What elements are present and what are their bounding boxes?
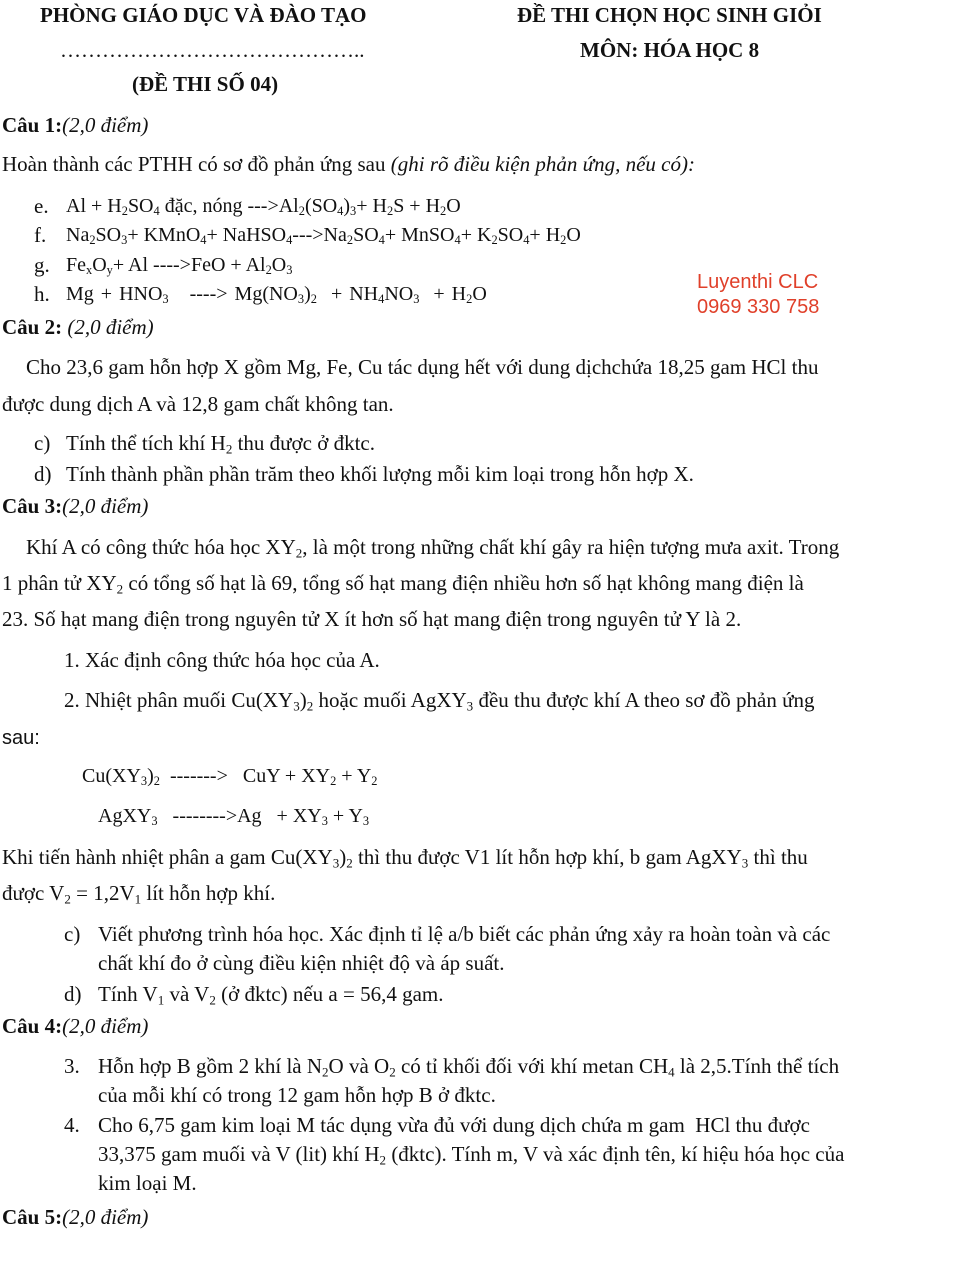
q1-letter-h: h.	[34, 282, 50, 306]
watermark-line-2: 0969 330 758	[697, 296, 820, 318]
watermark	[697, 270, 819, 320]
q2-item-c: Tính thể tích khí $H_2$ thu được ở đktc.	[66, 431, 375, 457]
q3-paragraph-line-2: 1 phân tử $XY_2$ có tổng số hạt là 69, tổng số hạt mang điện nhiều hơn số hạt không mang điện là	[2, 571, 804, 597]
q4-item-3-line-1: Hỗn hợp B gồm 2 khí là $N_2O$ và $O_2$ có tỉ khối đối với khí metan $CH_4$ là 2,5.Tính thể tích	[98, 1054, 840, 1080]
q1-intro-text: Hoàn thành các PTHH có sơ đồ phản ứng sau	[2, 152, 391, 176]
q3-item-c-line-1: Viết phương trình hóa học. Xác định tỉ lệ a/b biết các phản ứng xảy ra hoàn toàn và các	[98, 922, 831, 946]
q3-item-1: 1. Xác định công thức hóa học của A.	[64, 648, 380, 672]
q4-item-4-line-2: 33,375 gam muối và V (lit) khí $H_2$ (đktc). Tính m, V và xác định tên, kí hiệu hóa học của	[98, 1142, 845, 1168]
q4-item-4-line-2-tail: (đktc). Tính m, V và xác định tên, kí hiệu hóa học của	[391, 1142, 845, 1166]
q1-label: Câu 1:	[2, 113, 63, 137]
q3-paragraph-line-1: Khí A có công thức hóa học $XY_2$, là một trong những chất khí gây ra hiện tượng mưa axit. Trong	[26, 535, 840, 561]
q5-heading	[2, 1205, 148, 1230]
exam-number: (ĐỀ THI SỐ 04)	[132, 72, 279, 96]
q1-intro-note: (ghi rõ điều kiện phản ứng, nếu có):	[390, 152, 695, 176]
q2-item-c-label: c)	[34, 431, 51, 455]
q3-paragraph-line-3: 23. Số hạt mang điện trong nguyên tử X ít hơn số hạt mang điện trong nguyên tử Y là 2.	[2, 607, 742, 631]
q3-item-d-label: d)	[64, 982, 82, 1006]
q2-label: Câu 2:	[2, 315, 63, 339]
q5-label: Câu 5:	[2, 1205, 63, 1229]
q4-item-3-line-2: của mỗi khí có trong 12 gam hỗn hợp B ở đktc.	[98, 1083, 496, 1107]
q2-item-d-label: d)	[34, 462, 52, 486]
q5-points: (2,0 điểm)	[62, 1205, 149, 1229]
exam-title: ĐỀ THI CHỌN HỌC SINH GIỎI	[517, 3, 822, 27]
q3-label: Câu 3:	[2, 494, 63, 518]
q1-equation-h: $Mg + HNO_3$ ----> $Mg(NO_3)_2 + NH_4NO_3 + H_2O$	[66, 283, 487, 307]
q4-item-4-line-1: Cho 6,75 gam kim loại M tác dụng vừa đủ với dung dịch chứa m gam HCl thu được	[98, 1113, 810, 1137]
q3-paragraph-line-4: Khi tiến hành nhiệt phân a gam $Cu(XY_3)_2$ thì thu được V1 lít hỗn hợp khí, b gam AgXY$_3$ thì thu	[2, 845, 808, 871]
q2-heading	[2, 315, 154, 340]
q3-paragraph-line-5: được $V_2 = 1,2V_1$ lít hỗn hợp khí.	[2, 881, 276, 907]
q2-paragraph-line-1: Cho 23,6 gam hỗn hợp X gồm Mg, Fe, Cu tác dụng hết với dung dịchchứa 18,25 gam HCl thu	[26, 355, 819, 379]
q1-letter-e: e.	[34, 194, 49, 218]
q4-item-4-line-3: kim loại M.	[98, 1171, 197, 1195]
q3-item-2-line-1: 2. Nhiệt phân muối $Cu(XY_3)_2$ hoặc muối AgXY$_3$ đều thu được khí A theo sơ đồ phản ứng	[64, 688, 815, 714]
department-name: PHÒNG GIÁO DỤC VÀ ĐÀO TẠO	[40, 3, 367, 27]
q3-scheme-2: AgXY$_3$ $-------->Ag + XY_3 + Y_3$	[98, 805, 370, 829]
q3-item-c-line-2: chất khí đo ở cùng điều kiện nhiệt độ và áp suất.	[98, 951, 505, 975]
q3-heading	[2, 494, 148, 519]
q4-item-4-number: 4.	[64, 1113, 80, 1137]
q3-points: (2,0 điểm)	[62, 494, 149, 518]
q1-letter-f: f.	[34, 223, 47, 247]
q4-label: Câu 4:	[2, 1014, 63, 1038]
q4-item-3-number: 3.	[64, 1054, 80, 1078]
watermark-line-1: Luyenthi CLC	[697, 271, 819, 293]
q1-heading	[2, 113, 148, 138]
q1-equation-f: $Na_2SO_3+$ KMnO$_4$+ $NaHSO_4--->Na_2SO_4+$ MnSO$_4$+ $K_2SO_4+ H_2O$	[66, 224, 581, 248]
q3-item-2-sau: sau:	[2, 727, 40, 749]
q3-scheme-1: $Cu(XY_3)_2$ -------> CuY + $XY_2 + Y_2$	[82, 765, 378, 789]
q1-equation-g: $Fe_xO_y+ Al$ $---->FeO + Al_2O_3$	[66, 254, 293, 278]
header-dots: ……………………………………..	[60, 38, 365, 62]
q3-item-c-label: c)	[64, 922, 81, 946]
q1-equation-e: $Al + H_2SO_4$ đặc, nóng $--->Al_2(SO_4)_3+ H_2S + H_2O$	[66, 195, 461, 219]
subject-title: MÔN: HÓA HỌC 8	[580, 38, 760, 62]
q2-paragraph-line-2: được dung dịch A và 12,8 gam chất không tan.	[2, 392, 394, 416]
q1-intro	[2, 152, 695, 177]
q4-points: (2,0 điểm)	[62, 1014, 149, 1038]
q1-letter-g: g.	[34, 253, 50, 277]
q2-item-d: Tính thành phần phần trăm theo khối lượng mỗi kim loại trong hỗn hợp X.	[66, 462, 694, 486]
q1-points: (2,0 điểm)	[62, 113, 149, 137]
q3-item-d: Tính $V_1$ và $V_2$ (ở đktc) nếu a = 56,4 gam.	[98, 982, 444, 1008]
q4-heading	[2, 1014, 148, 1039]
q2-points: (2,0 điểm)	[62, 315, 154, 339]
